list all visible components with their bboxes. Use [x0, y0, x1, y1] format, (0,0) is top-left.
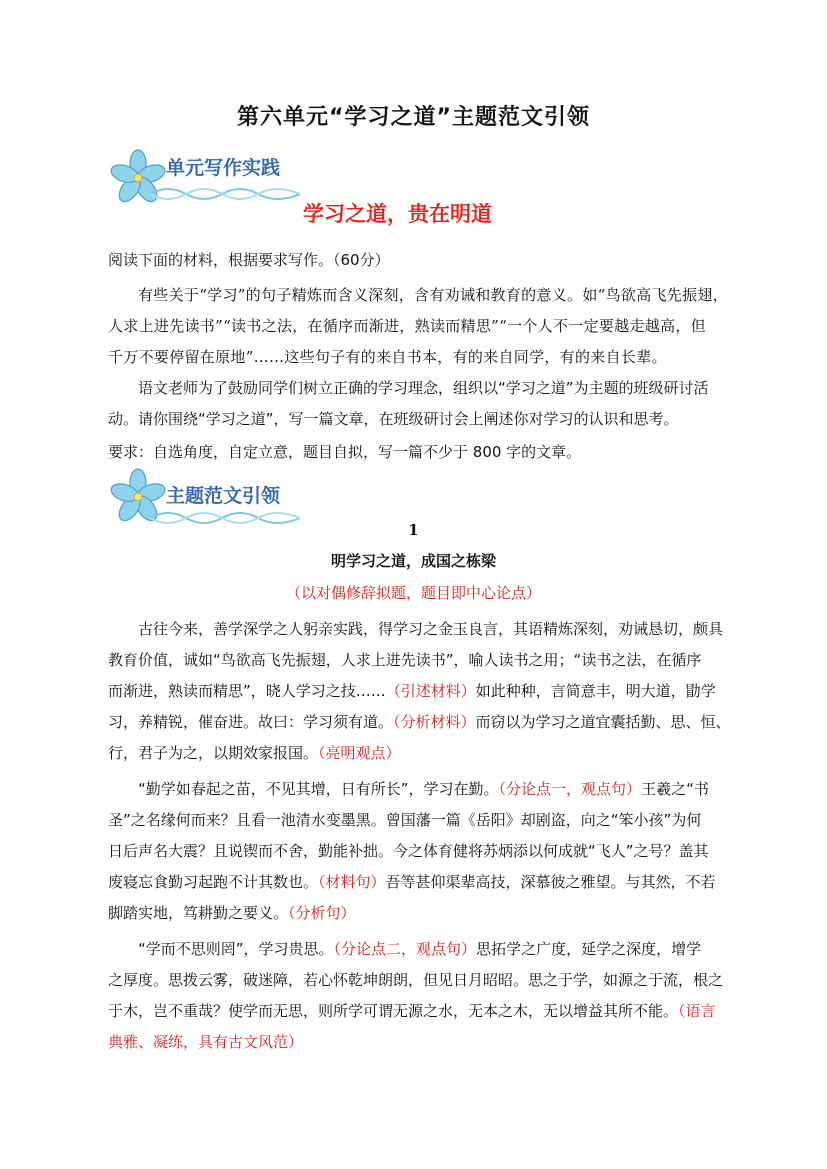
prompt-material: [108, 280, 750, 373]
essay-line: “勤学如春起之苗，不见其增，日有所长”，学习在勤。（分论点一，观点句）王羲之“书: [138, 780, 709, 798]
material-line: 有些关于“学习”的句子精炼而含义深刻，含有劝诫和教育的意义。如“鸟欲高飞先振翅，: [138, 286, 729, 304]
prompt-requirement: 要求：自选角度，自定立意，题目自拟，写一篇不少于 800 字的文章。: [108, 443, 582, 461]
essay-line: 之厚度。思拨云雾，破迷障，若心怀乾坤朗朗，但见日月昭昭。思之于学，如源之于流，根之: [108, 971, 724, 989]
essay-line: 日后声名大震？且说锲而不舍，勤能补拙。今之体育健将苏炳添以何成就“飞人”之号？盖其: [108, 842, 709, 860]
annotation: （语言: [678, 1002, 716, 1020]
essay-line: 古往今来，善学深学之人躬亲实践，得学习之金玉良言，其语精炼深刻，劝诫恳切，颇具: [138, 620, 724, 638]
annotation: （材料句）: [318, 873, 386, 891]
annotation: （分析材料）: [393, 713, 476, 731]
essay-paragraph-3: [108, 934, 750, 1058]
essay-line: “学而不思则罔”，学习贵思。（分论点二，观点句）思拓学之广度，延学之深度，增学: [138, 940, 702, 958]
annotation: （引述材料）: [385, 682, 476, 700]
essay-line: 脚踏实地，笃耕勤之要义。（分析句）: [108, 904, 356, 922]
annotation: （分析句）: [288, 904, 356, 922]
annotation: 典雅、凝练，具有古文风范）: [108, 1033, 304, 1051]
essay-title-note: （以对偶修辞拟题，题目即中心论点）: [285, 584, 541, 602]
essay-title: 明学习之道，成国之栋梁: [330, 552, 496, 570]
essay-number: 1: [408, 521, 419, 539]
essay-line: 于木，岂不重哉？使学而无思，则所学可谓无源之水，无本之木，无以增益其所不能。（语言: [108, 1002, 716, 1020]
essay-paragraph-2: [108, 774, 750, 929]
section-heading-model-essay: 主题范文引领: [166, 485, 281, 507]
essay-line: 行，君子为之，以期效家报国。（亮明观点）: [108, 744, 401, 762]
annotation: （分论点一，观点句）: [498, 780, 642, 798]
essay-paragraph-1: [108, 614, 750, 769]
task-line: 语文老师为了鼓励同学们树立正确的学习理念，组织以“学习之道”为主题的班级研讨活: [138, 379, 709, 397]
material-line: 千万不要停留在原地”……这些句子有的来自书本，有的来自同学，有的来自长辈。: [108, 348, 667, 366]
section-heading-writing-practice: 单元写作实践: [166, 157, 281, 179]
essay-line: 废寝忘食勤习起跑不计其数也。（材料句）吾等甚仰渠辈高技，深慕彼之雅望。与其然，不若: [108, 873, 716, 891]
prompt-task: [108, 373, 750, 435]
ribbon-decoration: [150, 184, 300, 204]
annotation: （分论点二，观点句）: [333, 940, 477, 958]
material-line: 人求上进先读书”“读书之法，在循序而渐进，熟读而精思”“一个人不一定要越走越高，但: [108, 317, 706, 335]
annotation: （亮明观点）: [318, 744, 401, 762]
task-line: 动。请你围绕“学习之道”，写一篇文章，在班级研讨会上阐述你对学习的认识和思考。: [108, 410, 679, 428]
essay-line: 教育价值，诚如“鸟欲高飞先振翅，人求上进先读书”，喻人读书之用；“读书之法，在循序: [108, 651, 702, 669]
essay-line: 圣”之名缘何而来？且看一池清水变墨黑。曾国藩一篇《岳阳》却剧盗，向之“笨小孩”为何: [108, 811, 702, 829]
essay-line: 习，养精锐，催奋进。故曰：学习须有道。（分析材料）而窃以为学习之道宜囊括勤、思、恒、: [108, 713, 731, 731]
section-subheading: 学习之道，贵在明道: [303, 202, 492, 226]
page-title: 第六单元“学习之道”主题范文引领: [237, 105, 590, 130]
essay-line: 而渐进，熟读而精思”，晓人学习之技……（引述材料）如此种种，言简意丰，明大道，勖学: [108, 682, 716, 700]
prompt-intro: 阅读下面的材料，根据要求写作。（60分）: [108, 251, 390, 269]
